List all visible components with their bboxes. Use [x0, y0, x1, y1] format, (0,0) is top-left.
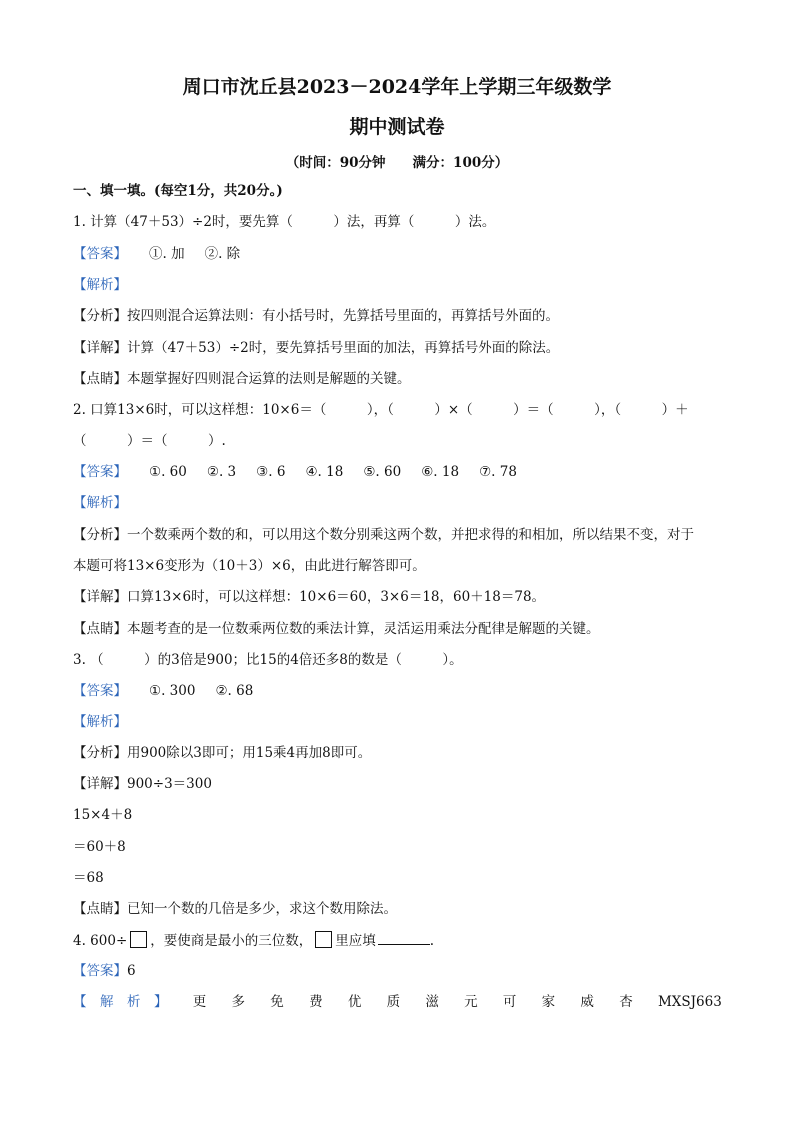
q1-answer: ①. 加	[149, 246, 185, 262]
q2-answer: ⑥. 18	[421, 464, 460, 480]
footer-char: 免	[270, 994, 284, 1010]
q1-dianjing: 【点睛】本题掌握好四则混合运算的法则是解题的关键。	[73, 371, 411, 387]
question-4: 4. 600÷ ，要使商是最小的三位数， 里应填 .	[73, 933, 435, 949]
analysis-tag: 【解析】	[73, 277, 127, 293]
q2-answer-row	[73, 463, 537, 481]
q3-step: ＝60＋8	[73, 839, 126, 855]
q4-answer: 6	[127, 963, 136, 979]
question-1: 1. 计算（47＋53）÷2时，要先算（ ）法，再算（ ）法。	[73, 214, 496, 230]
footer-char: 家	[541, 994, 556, 1010]
q2-answer: ③. 6	[256, 464, 286, 480]
q2-answer: ②. 3	[206, 464, 237, 480]
answer-tag: 【答案】	[73, 963, 127, 979]
analysis-tag: 【解析】	[73, 495, 127, 511]
answer-box	[130, 931, 147, 948]
q1-xiangjie: 【详解】计算（47＋53）÷2时，要先算括号里面的加法，再算括号外面的除法。	[73, 340, 560, 356]
q4-answer-row	[73, 962, 136, 980]
q2-xiangjie: 【详解】口算13×6时，可以这样想：10×6＝60，3×6＝18，60＋18＝78。	[73, 589, 546, 605]
footer-strip	[73, 993, 722, 1011]
question-3: 3. （ ）的3倍是900；比15的4倍还多8的数是（ ）。	[73, 652, 463, 668]
answer-tag: 【答案】	[73, 683, 127, 699]
q2-fenxi: 【分析】一个数乘两个数的和，可以用这个数分别乘这两个数，并把求得的和相加，所以结果不变，对于	[73, 527, 694, 543]
answer-blank	[378, 932, 430, 945]
q2-answer: ⑦. 78	[479, 464, 517, 480]
q3-fenxi: 【分析】用900除以3即可；用15乘4再加8即可。	[73, 745, 372, 761]
footer-code: MXSJ663	[657, 994, 722, 1010]
q3-answer-row	[73, 682, 273, 700]
footer-char: 质	[386, 994, 401, 1010]
q1-answer: ②. 除	[204, 246, 241, 262]
footer-char: 杏	[619, 994, 633, 1010]
footer-char: 可	[502, 994, 517, 1010]
answer-box	[315, 931, 332, 948]
analysis-tag: 【解析】	[73, 714, 127, 730]
q3-dianjing: 【点睛】已知一个数的几倍是多少，求这个数用除法。	[73, 901, 397, 917]
time-score: （时间：90分钟 满分：100分）	[285, 155, 509, 171]
answer-tag: 【答案】	[73, 246, 127, 262]
q2-answer: ①. 60	[149, 464, 187, 480]
q3-step: 15×4＋8	[73, 807, 133, 823]
footer-char: 费	[309, 994, 323, 1010]
footer-char: 更	[192, 994, 207, 1010]
question-2-cont: （ ）＝（ ）.	[73, 433, 226, 449]
q2-answer: ⑤. 60	[363, 464, 402, 480]
q3-answer: ①. 300	[149, 683, 196, 699]
footer-char: 多	[231, 994, 246, 1010]
q2-dianjing: 【点睛】本题考查的是一位数乘两位数的乘法计算，灵活运用乘法分配律是解题的关键。	[73, 621, 600, 637]
q1-fenxi: 【分析】按四则混合运算法则：有小括号时，先算括号里面的，再算括号外面的。	[73, 308, 559, 324]
q1-answer-row	[73, 245, 260, 263]
q2-fenxi-cont: 本题可将13×6变形为（10＋3）×6，由此进行解答即可。	[73, 558, 426, 574]
answer-tag: 【答案】	[73, 464, 127, 480]
q3-xiangjie: 【详解】900÷3＝300	[73, 776, 212, 792]
page-subtitle: 期中测试卷	[349, 116, 445, 138]
q3-answer: ②. 68	[215, 683, 254, 699]
footer-char: 优	[347, 994, 362, 1010]
footer-label: 【 解 析 】	[73, 994, 168, 1010]
q2-answer: ④. 18	[305, 464, 344, 480]
footer-char: 威	[580, 994, 594, 1010]
q3-step: ＝68	[73, 870, 104, 886]
footer-char: 元	[464, 994, 478, 1010]
section-heading: 一、填一填。(每空1分，共20分。)	[73, 183, 283, 199]
page-title: 周口市沈丘县2023－2024学年上学期三年级数学	[182, 76, 612, 98]
question-2: 2. 口算13×6时，可以这样想：10×6＝（ ），（ ）×（ ）＝（ ），（ ）＋	[73, 402, 689, 418]
footer-char: 滋	[425, 994, 439, 1010]
